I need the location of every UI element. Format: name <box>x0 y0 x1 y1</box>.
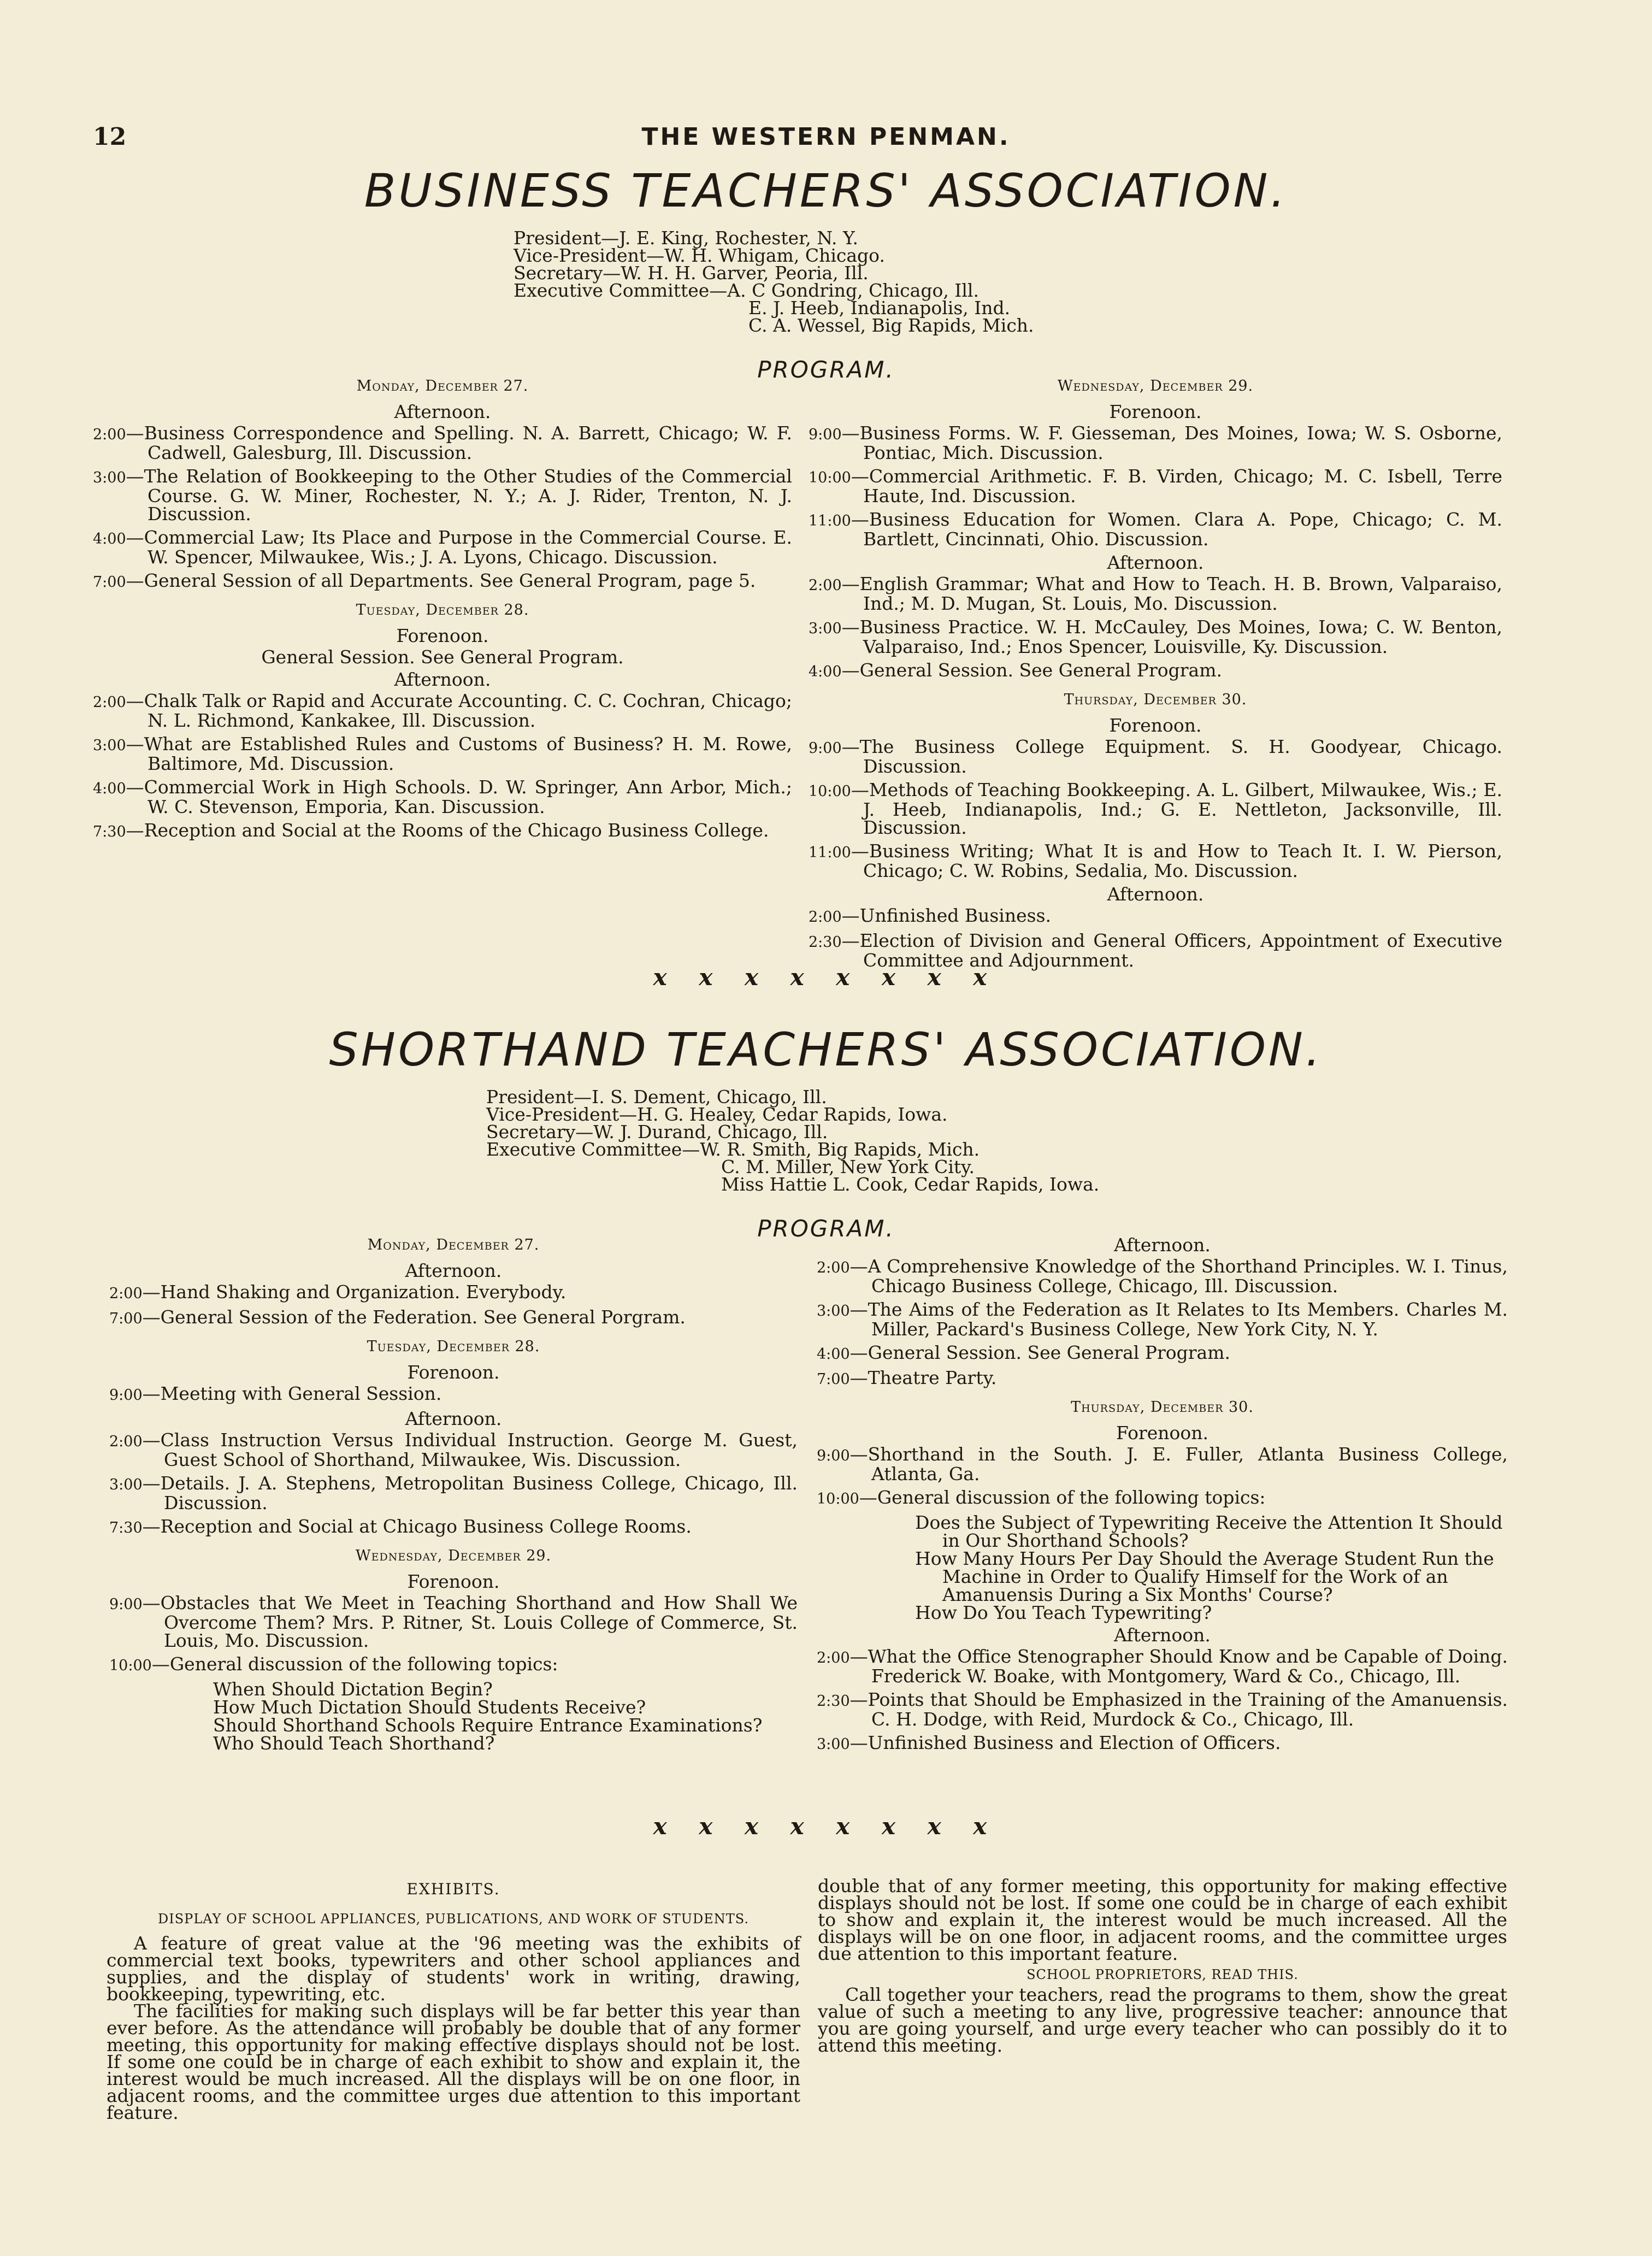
program-item: 10:00—Commercial Arithmetic. F. B. Virden, Chicago; M. C. Isbell, Terre Haute, Ind. Discussion. <box>809 466 1502 506</box>
day-heading: Thursday, December 30. <box>1071 1399 1254 1416</box>
program-item: 4:00—Commercial Work in High Schools. D. W. Springer, Ann Arbor, Mich.; W. C. Stevenson, Emporia, Kan. Discussion. <box>93 776 792 817</box>
session-heading: Afternoon. <box>1114 1624 1211 1646</box>
officer-line: C. A. Wessel, Big Rapids, Mich. <box>748 315 1034 336</box>
officer-line: Vice-President—W. H. Whigam, Chicago. <box>514 245 885 266</box>
exhibits-paragraph-continuation: double that of any former meeting, this opportunity for making effective displays should not be lost. If some one could be in charge of each exhibit to show and explain it, the interest would be much increased. All the displays will be on one floor, in adjacent rooms, and the committee urges due attention to this important feature. <box>818 1875 1507 1964</box>
program-item: 2:00—Unfinished Business. <box>809 905 1051 926</box>
officer-line: President—J. E. King, Rochester, N. Y. <box>514 227 859 249</box>
session-heading: Afternoon. <box>405 1408 502 1429</box>
shorthand-left-column <box>109 1226 798 1752</box>
officer-line: Executive Committee—A. C Gondring, Chicago, Ill. <box>514 280 979 301</box>
session-heading: Afternoon. <box>1114 1234 1211 1256</box>
session-heading: Forenoon. <box>396 625 489 646</box>
discussion-topic: How Do You Teach Typewriting? <box>915 1602 1212 1623</box>
proprietors-heading: SCHOOL PROPRIETORS, READ THIS. <box>1026 1967 1299 1982</box>
program-item: 9:00—Obstacles that We Meet in Teaching Shorthand and How Shall We Overcome Them? Mrs. P. Ritner, St. Louis College of Commerce, St. Louis, Mo. Discussion. <box>109 1592 798 1651</box>
officer-line: Vice-President—H. G. Healey, Cedar Rapids, Iowa. <box>486 1104 948 1125</box>
session-heading: Afternoon. <box>405 1260 502 1281</box>
exhibits-paragraph: Call together your teachers, read the programs to them, show the great value of such a meeting to any live, progressive teacher: announce that you are going yourself, and urge every teacher who can possibly do it to attend this meeting. <box>818 1984 1507 2056</box>
program-item: 3:00—Unfinished Business and Election of Officers. <box>817 1732 1281 1753</box>
day-heading: Monday, December 27. <box>367 1236 540 1253</box>
shorthand-right-column <box>817 1226 1508 1759</box>
exhibits-paragraph: The facilities for making such displays will be far better this year than ever before. As the attendance will probably be double that of any former meeting, this opportunity for making effective displays should not be lost. If some one could be in charge of each exhibit to show and explain it, the interest would be much increased. All the displays will be on one floor, in adjacent rooms, and the committee urges due attention to this important feature. <box>107 2000 800 2123</box>
officer-line: Miss Hattie L. Cook, Cedar Rapids, Iowa. <box>721 1174 1100 1195</box>
business-program-label: PROGRAM. <box>757 356 895 383</box>
discussion-topic: Should Shorthand Schools Require Entrance Examinations? <box>213 1715 763 1736</box>
running-header <box>0 123 1652 161</box>
business-title: BUSINESS TEACHERS' ASSOCIATION. <box>364 164 1288 217</box>
section-divider: x x x x x x x x <box>653 964 999 991</box>
program-item: 10:00—General discussion of the following topics: <box>109 1653 558 1675</box>
program-item: 3:00—Business Practice. W. H. McCauley, Des Moines, Iowa; C. W. Benton, Valparaiso, Ind.; Enos Spencer, Louisville, Ky. Discussion. <box>809 616 1502 657</box>
officer-line: Secretary—W. J. Durand, Chicago, Ill. <box>486 1121 828 1142</box>
officer-line: C. M. Miller, New York City. <box>721 1156 975 1177</box>
session-heading: Forenoon. <box>1116 1422 1208 1444</box>
journal-title: THE WESTERN PENMAN. <box>641 123 1011 151</box>
shorthand-officers <box>486 1088 1099 1193</box>
program-item: 2:00—What the Office Stenographer Should Know and be Capable of Doing. Frederick W. Boake, with Montgomery, Ward & Co., Chicago, Ill. <box>817 1646 1508 1687</box>
program-item: 7:00—General Session of the Federation. See General Porgram. <box>109 1306 686 1328</box>
page-number: 12 <box>93 123 127 151</box>
program-item: 4:00—General Session. See General Program. <box>817 1342 1230 1363</box>
program-item: 3:00—Details. J. A. Stephens, Metropolitan Business College, Chicago, Ill. Discussion. <box>109 1472 798 1513</box>
officer-line: President—I. S. Dement, Chicago, Ill. <box>486 1086 827 1108</box>
business-right-column <box>809 367 1502 975</box>
session-heading: Afternoon. <box>1107 552 1204 573</box>
officer-line: Executive Committee—W. R. Smith, Big Rapids, Mich. <box>486 1139 980 1160</box>
exhibits-left-column <box>107 1880 800 2123</box>
business-left-column <box>93 367 792 846</box>
program-item: 4:00—Commercial Law; Its Place and Purpose in the Commercial Course. E. W. Spencer, Milwaukee, Wis.; J. A. Lyons, Chicago. Discussion. <box>93 527 792 568</box>
program-item: 7:00—General Session of all Departments. See General Program, page 5. <box>93 570 756 591</box>
program-item: 3:00—The Aims of the Federation as It Relates to Its Members. Charles M. Miller, Packard's Business College, New York City, N. Y. <box>817 1299 1508 1340</box>
program-item: 2:30—Election of Division and General Officers, Appointment of Executive Committee and Adjournment. <box>809 930 1502 971</box>
session-heading: Forenoon. <box>407 1571 500 1592</box>
program-item: 7:00—Theatre Party. <box>817 1367 997 1388</box>
program-item: 10:00—General discussion of the following topics: <box>817 1487 1266 1508</box>
program-item: 2:00—English Grammar; What and How to Teach. H. B. Brown, Valparaiso, Ind.; M. D. Mugan, St. Louis, Mo. Discussion. <box>809 573 1502 614</box>
exhibits-subtitle: DISPLAY OF SCHOOL APPLIANCES, PUBLICATIONS, AND WORK OF STUDENTS. <box>158 1911 749 1927</box>
program-item: 2:30—Points that Should be Emphasized in the Training of the Amanuensis. C. H. Dodge, with Reid, Murdock & Co., Chicago, Ill. <box>817 1689 1508 1730</box>
officer-line: Secretary—W. H. H. Garver, Peoria, Ill. <box>514 262 869 284</box>
program-item: 2:00—Hand Shaking and Organization. Everybody. <box>109 1281 567 1303</box>
exhibits-title: EXHIBITS. <box>406 1880 500 1898</box>
program-item: 11:00—Business Writing; What It is and How to Teach It. I. W. Pierson, Chicago; C. W. Robins, Sedalia, Mo. Discussion. <box>809 840 1502 881</box>
program-item: 2:00—Chalk Talk or Rapid and Accurate Accounting. C. C. Cochran, Chicago; N. L. Richmond, Kankakee, Ill. Discussion. <box>93 690 792 731</box>
program-item: 4:00—General Session. See General Program. <box>809 659 1222 681</box>
program-item: 9:00—Business Forms. W. F. Giesseman, Des Moines, Iowa; W. S. Osborne, Pontiac, Mich. Discussion. <box>809 422 1502 463</box>
program-item: 7:30—Reception and Social at Chicago Business College Rooms. <box>109 1516 692 1537</box>
shorthand-program-label: PROGRAM. <box>757 1215 895 1242</box>
program-item: 2:00—Class Instruction Versus Individual Instruction. George M. Guest, Guest School of Shorthand, Milwaukee, Wis. Discussion. <box>109 1429 798 1470</box>
session-heading: Forenoon. <box>1109 715 1202 736</box>
program-item: 9:00—The Business College Equipment. S. H. Goodyear, Chicago. Discussion. <box>809 736 1502 777</box>
discussion-topic: When Should Dictation Begin? <box>213 1678 493 1700</box>
exhibits-right-column <box>818 1877 1507 2054</box>
day-heading: Wednesday, December 29. <box>1057 378 1254 394</box>
session-heading: Forenoon. <box>407 1362 500 1383</box>
session-heading: Afternoon. <box>394 401 491 422</box>
program-item: 10:00—Methods of Teaching Bookkeeping. A. L. Gilbert, Milwaukee, Wis.; E. J. Heeb, Indianapolis, Ind.; G. E. Nettleton, Jacksonville, Ill. Discussion. <box>809 779 1502 838</box>
program-item: 9:00—Shorthand in the South. J. E. Fuller, Atlanta Business College, Atlanta, Ga. <box>817 1444 1508 1485</box>
program-item: 7:30—Reception and Social at the Rooms of the Chicago Business College. <box>93 820 769 841</box>
program-item: 3:00—What are Established Rules and Customs of Business? H. M. Rowe, Baltimore, Md. Discussion. <box>93 733 792 774</box>
general-session-note: General Session. See General Program. <box>261 646 624 668</box>
discussion-topic: Who Should Teach Shorthand? <box>213 1733 495 1754</box>
day-heading: Tuesday, December 28. <box>356 602 529 619</box>
officer-line: E. J. Heeb, Indianapolis, Ind. <box>748 297 1011 319</box>
shorthand-title: SHORTHAND TEACHERS' ASSOCIATION. <box>329 1023 1323 1076</box>
day-heading: Wednesday, December 29. <box>355 1547 552 1564</box>
discussion-topic: How Much Dictation Should Students Receive? <box>213 1697 646 1718</box>
program-item: 3:00—The Relation of Bookkeeping to the Other Studies of the Commercial Course. G. W. Miner, Rochester, N. Y.; A. J. Rider, Trenton, N. J. Discussion. <box>93 466 792 525</box>
program-item: 9:00—Meeting with General Session. <box>109 1383 442 1404</box>
session-heading: Forenoon. <box>1109 401 1202 422</box>
day-heading: Thursday, December 30. <box>1064 691 1247 708</box>
program-item: 2:00—A Comprehensive Knowledge of the Shorthand Principles. W. I. Tinus, Chicago Business College, Chicago, Ill. Discussion. <box>817 1256 1508 1297</box>
day-heading: Monday, December 27. <box>356 378 529 394</box>
session-heading: Afternoon. <box>394 669 491 690</box>
day-heading: Tuesday, December 28. <box>367 1338 540 1355</box>
discussion-topic: How Many Hours Per Day Should the Average Student Run the Machine in Order to Qualify Himself for the Work of an Amanuensis During a Six Months' Course? <box>915 1548 1494 1605</box>
exhibits-paragraph: A feature of great value at the '96 meeting was the exhibits of commercial text books, typewriters and other school appliances and supplies, and the display of students' work in writing, drawing, bookkeeping, typewriting, etc. <box>107 1933 800 2005</box>
discussion-topic: Does the Subject of Typewriting Receive the Attention It Should in Our Shorthand Schools? <box>915 1512 1503 1551</box>
session-heading: Afternoon. <box>1107 883 1204 905</box>
program-item: 2:00—Business Correspondence and Spelling. N. A. Barrett, Chicago; W. F. Cadwell, Galesburg, Ill. Discussion. <box>93 422 792 463</box>
section-divider: x x x x x x x x <box>653 1813 999 1840</box>
program-item: 11:00—Business Education for Women. Clara A. Pope, Chicago; C. M. Bartlett, Cincinnati, Ohio. Discussion. <box>809 509 1502 550</box>
business-officers <box>514 229 1034 334</box>
